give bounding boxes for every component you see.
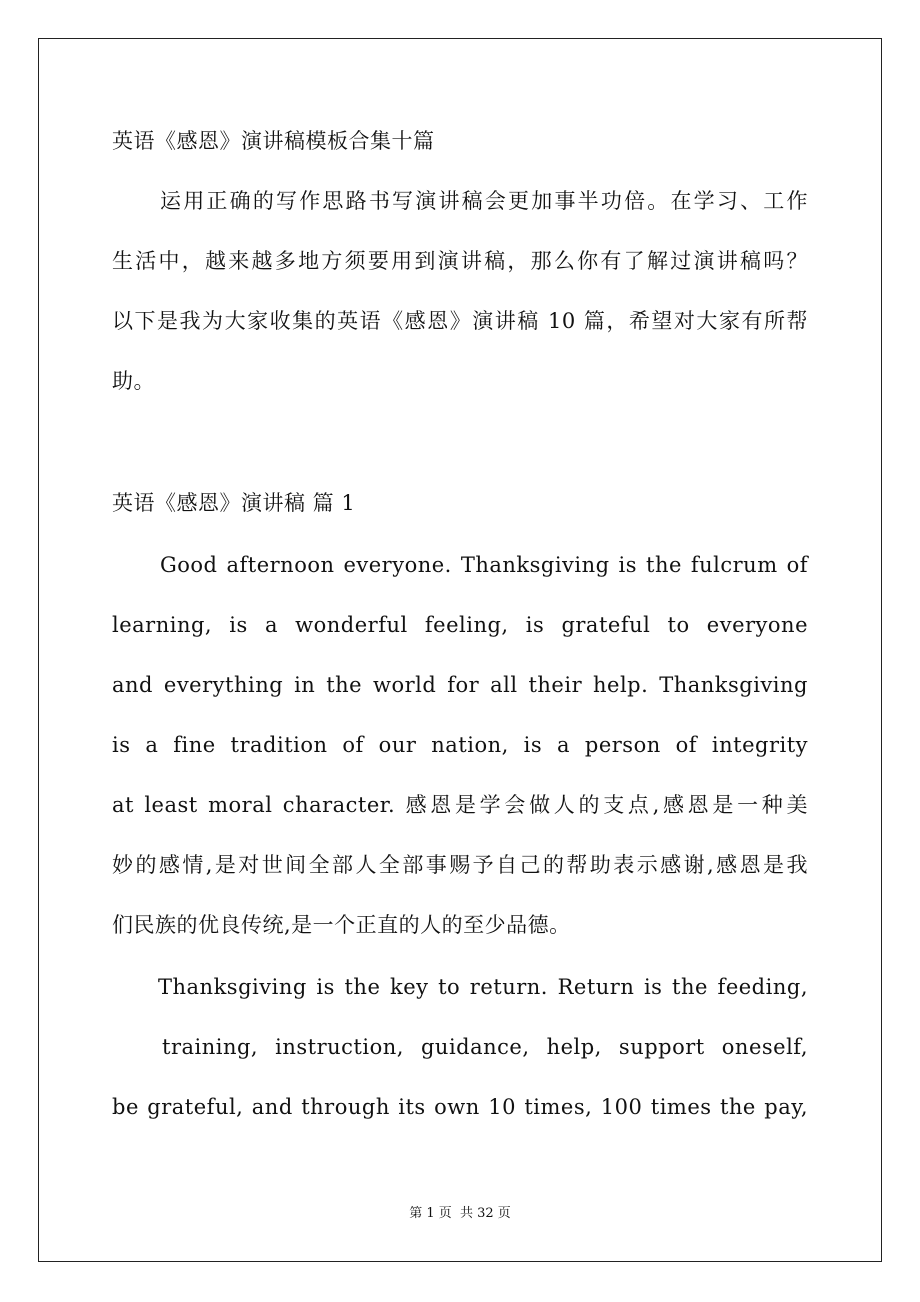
paragraph2-line-1: Thanksgiving is the key to return. Return is the feeding, xyxy=(158,975,808,999)
page-footer xyxy=(0,1204,920,1224)
paragraph1-line-3: and everything in the world for all their help. Thanksgiving xyxy=(112,673,808,697)
paragraph1-line-2: learning, is a wonderful feeling, is grateful to everyone xyxy=(112,613,808,637)
section-heading: 英语《感恩》演讲稿 篇 1 xyxy=(112,491,356,515)
paragraph2-line-3: be grateful, and through its own 10 times, 100 times the pay, xyxy=(112,1095,808,1119)
intro-line-3: 以下是我为大家收集的英语《感恩》演讲稿 10 篇，希望对大家有所帮 xyxy=(112,309,808,333)
paragraph1-line-4: is a fine tradition of our nation, is a person of integrity xyxy=(112,733,808,757)
page-number: 第 1 页 xyxy=(409,1206,452,1221)
paragraph2-line-2: training, instruction, guidance, help, support oneself, xyxy=(162,1035,808,1059)
intro-line-4: 助。 xyxy=(112,369,155,393)
paragraph1-line-1: Good afternoon everyone. Thanksgiving is the fulcrum of xyxy=(160,553,808,577)
intro-line-2: 生活中，越来越多地方须要用到演讲稿，那么你有了解过演讲稿吗？ xyxy=(112,249,808,273)
document-title: 英语《感恩》演讲稿模板合集十篇 xyxy=(112,129,435,153)
page-total: 共 32 页 xyxy=(459,1206,511,1221)
paragraph1-line-5: at least moral character. 感恩是学会做人的支点,感恩是一种美 xyxy=(112,793,808,817)
paragraph1-line-6: 妙的感情,是对世间全部人全部事赐予自己的帮助表示感谢,感恩是我 xyxy=(112,853,808,877)
intro-line-1: 运用正确的写作思路书写演讲稿会更加事半功倍。在学习、工作 xyxy=(160,189,808,213)
paragraph1-line-7: 们民族的优良传统,是一个正直的人的至少品德。 xyxy=(112,913,571,937)
page-border xyxy=(38,38,882,1262)
